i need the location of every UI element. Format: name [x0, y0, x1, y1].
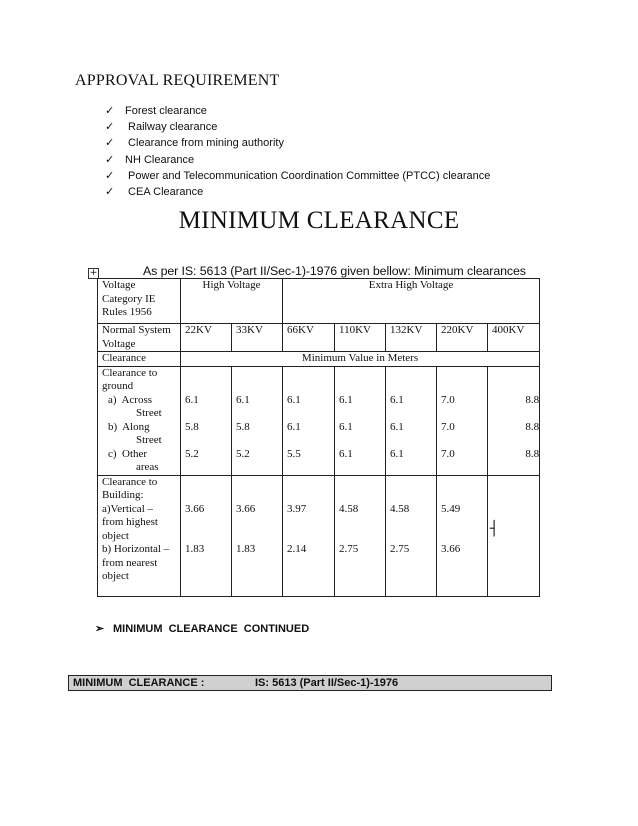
- table-row: [98, 279, 540, 324]
- list-item: [105, 135, 490, 151]
- voltage-cell: 110KV: [335, 324, 386, 352]
- value-cell: 8.8 8.8 8.8: [488, 366, 540, 475]
- list-item: [105, 152, 490, 168]
- bar-left-label: MINIMUM CLEARANCE :: [73, 677, 205, 689]
- value-cell: 6.1 5.8 5.2: [181, 366, 232, 475]
- cell-text: from nearest: [102, 556, 158, 569]
- list-item-label: CEA Clearance: [125, 186, 204, 199]
- value-cell: 3.66 1.83: [232, 475, 283, 596]
- voltage-cell: 66KV: [283, 324, 335, 352]
- cell-text: from highest: [102, 516, 158, 528]
- cell-text: Clearance to: [102, 475, 158, 488]
- value-cell: 6.1 5.8 5.2: [232, 366, 283, 475]
- list-item: [105, 103, 490, 119]
- category-header: [98, 279, 181, 324]
- section-title: MINIMUM CLEARANCE: [178, 207, 460, 234]
- table-row: [98, 366, 540, 475]
- sub-prefix: a): [108, 393, 117, 406]
- list-item-label: Clearance from mining authority: [125, 137, 284, 150]
- cell-text: Normal System: [102, 324, 171, 336]
- cell-text: Across: [121, 393, 153, 406]
- check-icon: ✓: [105, 169, 115, 182]
- cell-text: Rules 1956: [102, 306, 152, 318]
- clearance-label: Clearance: [98, 352, 181, 367]
- approval-checklist: [105, 103, 490, 200]
- check-icon: ✓: [105, 153, 115, 166]
- list-item: [105, 168, 490, 184]
- text-cursor-icon: ┤: [490, 521, 499, 537]
- sub-prefix: c): [108, 447, 117, 460]
- nsv-label: [98, 324, 181, 352]
- value-cell: 6.1 6.1 6.1: [335, 366, 386, 475]
- list-item-label: NH Clearance: [125, 153, 195, 166]
- list-item: [105, 119, 490, 135]
- check-icon: ✓: [105, 186, 115, 199]
- sub-item: [102, 394, 180, 408]
- value-cell: 7.0 7.0 7.0: [437, 366, 488, 475]
- cell-text: b) Horizontal –: [102, 543, 170, 555]
- voltage-cell: 220KV: [437, 324, 488, 352]
- continued-label: MINIMUM CLEARANCE CONTINUED: [113, 622, 310, 635]
- cell-text: Voltage: [102, 337, 136, 350]
- min-value-label: Minimum Value in Meters: [181, 352, 540, 367]
- cell-text: Voltage: [102, 279, 136, 291]
- continued-heading: [95, 622, 309, 635]
- ground-label: [98, 366, 181, 475]
- cell-text: a)Vertical –: [102, 502, 153, 515]
- value-cell: 3.66 1.83: [181, 475, 232, 596]
- cell-text: Street: [136, 434, 162, 446]
- cell-text: Other: [122, 447, 148, 460]
- value-cell: 5.49 3.66: [437, 475, 488, 596]
- high-voltage-header: High Voltage: [181, 279, 283, 324]
- value-cell: 6.1 6.1 6.1: [386, 366, 437, 475]
- approval-title: APPROVAL REQUIREMENT: [75, 72, 280, 89]
- cell-text: ground: [102, 380, 134, 392]
- voltage-cell: 22KV: [181, 324, 232, 352]
- cell-text: areas: [136, 461, 159, 473]
- list-item-label: Forest clearance: [125, 105, 207, 118]
- table-row: [98, 475, 540, 596]
- cell-text: object: [102, 570, 129, 582]
- voltage-cell: 33KV: [232, 324, 283, 352]
- voltage-cell: 132KV: [386, 324, 437, 352]
- extra-high-voltage-header: Extra High Voltage: [283, 279, 540, 324]
- value-cell: 4.58 2.75: [335, 475, 386, 596]
- value-cell: 4.58 2.75: [386, 475, 437, 596]
- sub-item: [102, 448, 180, 462]
- cell-text: object: [102, 529, 129, 542]
- clearance-bar: [68, 675, 552, 691]
- check-icon: ✓: [105, 121, 115, 134]
- sub-item: [102, 421, 180, 435]
- table-caption: As per IS: 5613 (Part II/Sec-1)-1976 given bellow: Minimum clearances: [143, 264, 526, 278]
- value-cell: 3.97 2.14: [283, 475, 335, 596]
- building-label: [98, 475, 181, 596]
- check-icon: ✓: [105, 137, 115, 150]
- cell-text: Category IE: [102, 292, 156, 305]
- check-icon: ✓: [105, 105, 115, 118]
- list-item: [105, 184, 490, 200]
- cell-text: Street: [136, 407, 162, 419]
- cell-text: Building:: [102, 489, 144, 501]
- bar-right-label: IS: 5613 (Part II/Sec-1)-1976: [255, 677, 399, 689]
- table-row: [98, 324, 540, 352]
- list-item-label: Railway clearance: [125, 121, 218, 134]
- table-row: [98, 352, 540, 367]
- value-cell: 6.1 6.1 5.5: [283, 366, 335, 475]
- cell-text: Clearance to: [102, 366, 158, 379]
- arrow-right-icon: ➢: [95, 623, 105, 635]
- table-move-handle-icon[interactable]: +: [89, 268, 98, 278]
- cell-text: Along: [122, 420, 150, 433]
- sub-prefix: b): [108, 420, 118, 433]
- list-item-label: Power and Telecommunication Coordination Committee (PTCC) clearance: [125, 169, 491, 182]
- minimum-clearance-table: [97, 278, 540, 597]
- voltage-cell: 400KV: [488, 324, 540, 352]
